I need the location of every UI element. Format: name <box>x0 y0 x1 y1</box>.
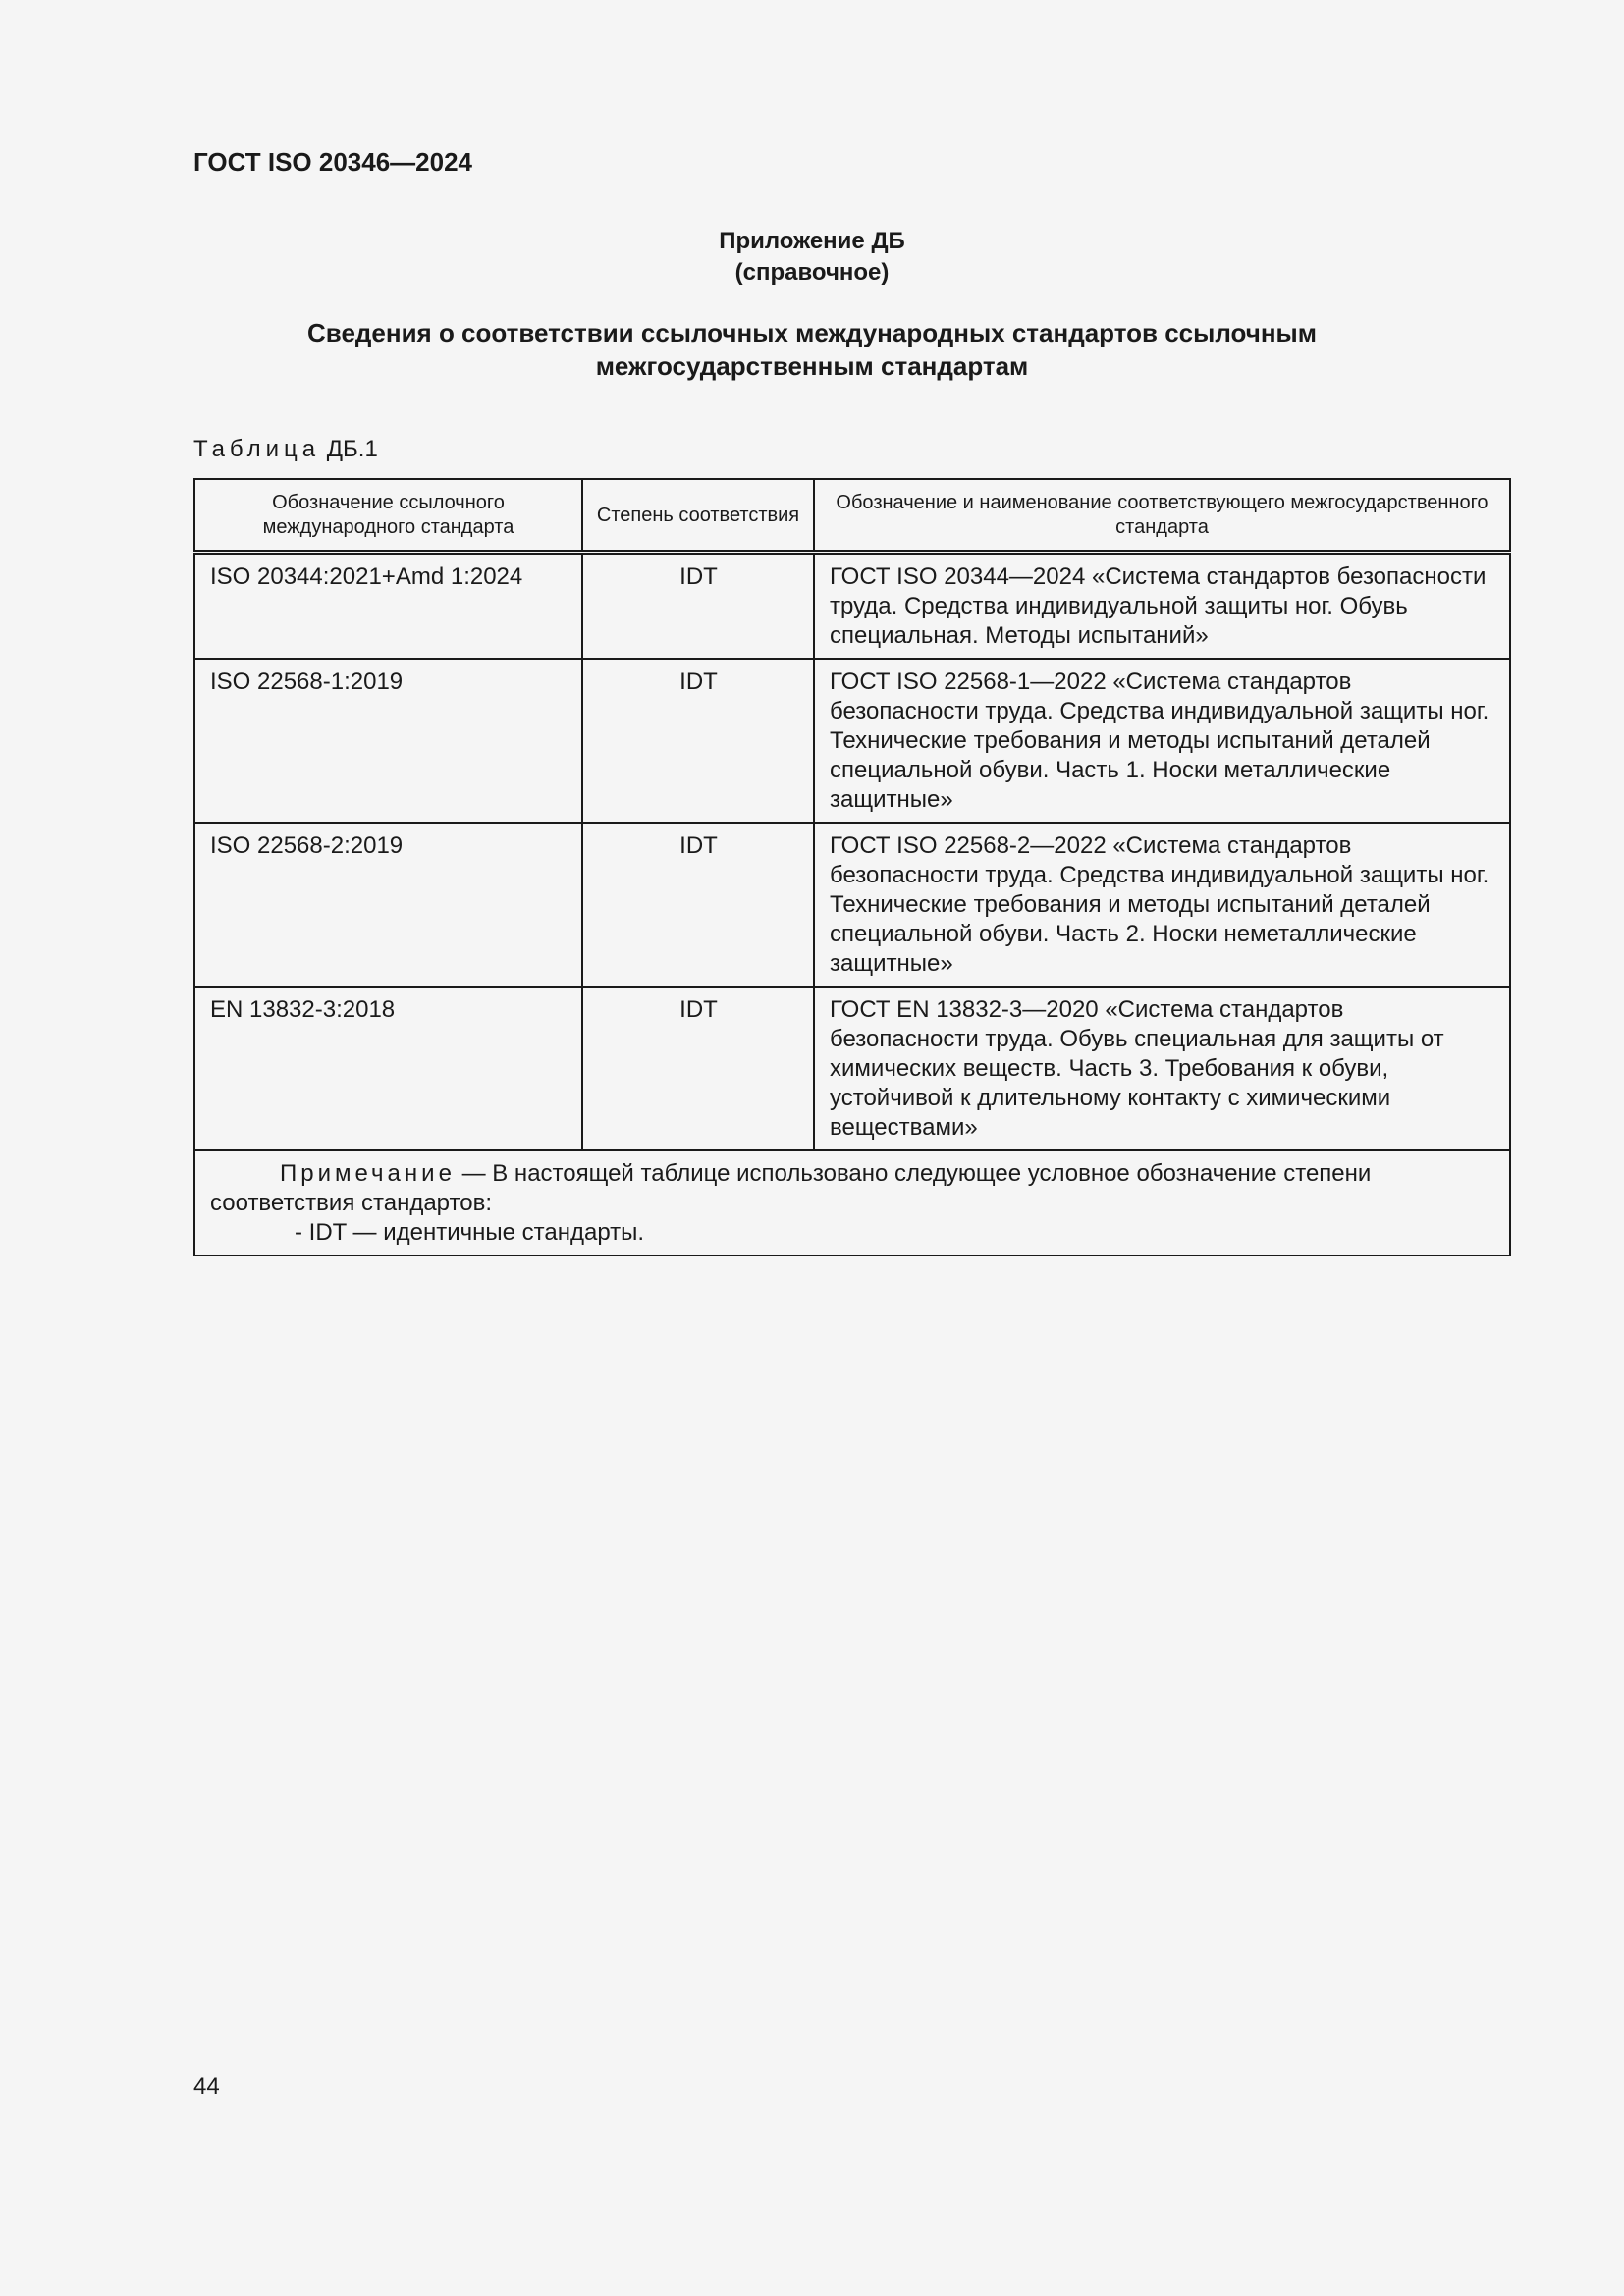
cell-international-standard: ISO 22568-2:2019 <box>194 823 582 987</box>
cell-international-standard: EN 13832-3:2018 <box>194 987 582 1150</box>
cell-interstate-standard: ГОСТ ISO 22568-2—2022 «Система стандартов безопасности труда. Средства индивидуальной защиты ног. Технические требования и методы испытаний деталей специальной обуви. Часть 2. Носки неметаллические защитные» <box>814 823 1510 987</box>
table-caption <box>193 436 378 463</box>
cell-international-standard: ISO 20344:2021+Amd 1:2024 <box>194 553 582 660</box>
correspondence-table <box>193 478 1511 1256</box>
header-interstate-standard: Обозначение и наименование соответствующего межгосударственного стандарта <box>814 479 1510 553</box>
cell-degree: IDT <box>582 659 814 823</box>
appendix-heading <box>0 226 1624 289</box>
table-note-row <box>194 1150 1510 1255</box>
cell-international-standard: ISO 22568-1:2019 <box>194 659 582 823</box>
cell-degree: IDT <box>582 553 814 660</box>
table-caption-prefix: Таблица <box>193 436 321 462</box>
note-body: — В настоящей таблице использовано следующее условное обозначение степени соответствия стандартов: <box>210 1160 1372 1216</box>
cell-interstate-standard: ГОСТ EN 13832-3—2020 «Система стандартов безопасности труда. Обувь специальная для защиты от химических веществ. Часть 3. Требования к обуви, устойчивой к длительному контакту с химическими веществами» <box>814 987 1510 1150</box>
table-row <box>194 659 1510 823</box>
document-code: ГОСТ ISO 20346—2024 <box>193 147 473 177</box>
appendix-title: Приложение ДБ <box>719 228 905 254</box>
note-item: - IDT — идентичные стандарты. <box>295 1219 645 1246</box>
table-row <box>194 823 1510 987</box>
cell-degree: IDT <box>582 987 814 1150</box>
table-header-row <box>194 479 1510 553</box>
section-title: Сведения о соответствии ссылочных международных стандартов ссылочным межгосударственным стандартам <box>307 318 1317 381</box>
page-number: 44 <box>193 2073 220 2100</box>
table-note <box>194 1150 1510 1255</box>
header-degree: Степень соответствия <box>582 479 814 553</box>
note-label: Примечание <box>280 1160 456 1187</box>
cell-degree: IDT <box>582 823 814 987</box>
table-caption-number: ДБ.1 <box>326 436 378 462</box>
table-row <box>194 553 1510 660</box>
table-row <box>194 987 1510 1150</box>
cell-interstate-standard: ГОСТ ISO 22568-1—2022 «Система стандартов безопасности труда. Средства индивидуальной защиты ног. Технические требования и методы испытаний деталей специальной обуви. Часть 1. Носки металлические защитные» <box>814 659 1510 823</box>
appendix-type: (справочное) <box>734 259 890 286</box>
cell-interstate-standard: ГОСТ ISO 20344—2024 «Система стандартов безопасности труда. Средства индивидуальной защиты ног. Обувь специальная. Методы испытаний» <box>814 553 1510 660</box>
header-international-standard: Обозначение ссылочного международного стандарта <box>194 479 582 553</box>
note-text <box>210 1159 1495 1218</box>
